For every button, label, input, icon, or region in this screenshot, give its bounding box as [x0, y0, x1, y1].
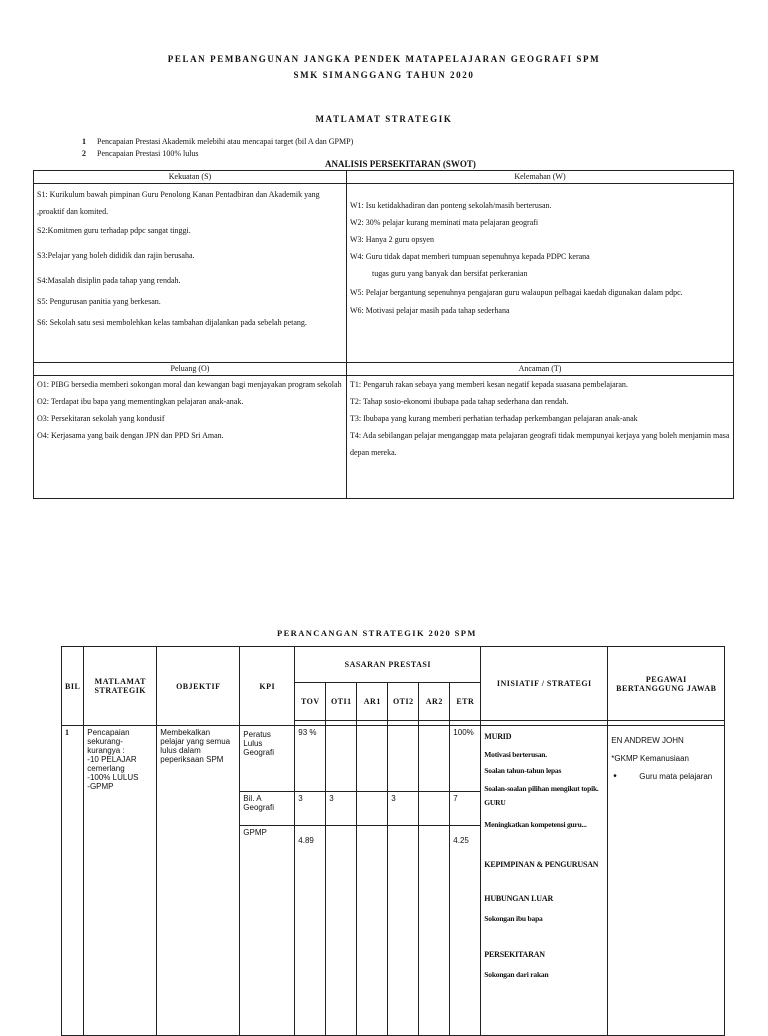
inisiatif-cell	[481, 726, 608, 1036]
goal-text: Pencapaian Prestasi 100% lulus	[97, 149, 199, 158]
inisiatif-item: MURID	[484, 732, 512, 741]
matlamat-line: Pencapaian sekurang-kurangya :	[87, 728, 130, 755]
matlamat-line: -100% LULUS	[87, 773, 139, 782]
strength-item: S5: Pengurusan panitia yang berkesan.	[37, 297, 161, 306]
oti1-header: OTI1	[326, 683, 357, 721]
inisiatif-item: HUBUNGAN LUAR	[484, 894, 554, 903]
etr-value: 4.25	[450, 826, 481, 1036]
weakness-item: W6: Motivasi pelajar masih pada tahap sederhana	[350, 306, 510, 315]
matlamat-heading: MATLAMAT STRATEGIK	[315, 114, 453, 124]
pegawai-cell	[608, 726, 725, 1036]
strength-item: S2:Komitmen guru terhadap pdpc sangat tinggi.	[37, 226, 191, 235]
kpi-header: KPI	[240, 647, 295, 726]
weakness-item: W3: Hanya 2 guru opsyen	[350, 235, 434, 244]
goal-item	[82, 137, 353, 146]
inisiatif-header: INISIATIF / STRATEGI	[481, 647, 608, 721]
oti2-value: 3	[388, 792, 419, 826]
plan-heading: PERANCANGAN STRATEGIK 2020 SPM	[277, 628, 477, 638]
pegawai-header: PEGAWAI BERTANGGUNG JAWAB	[608, 647, 725, 721]
tov-value: 4.89	[295, 826, 326, 1036]
ar1-value	[357, 826, 388, 1036]
threat-item: T1: Pengaruh rakan sebaya yang memberi kesan negatif kepada suasana pembelajaran.	[350, 380, 628, 389]
tov-header: TOV	[295, 683, 326, 721]
threats-header: Ancaman (T)	[347, 363, 734, 376]
ar1-header: AR1	[357, 683, 388, 721]
inisiatif-item: Soalan-soalan pilihan mengikut topik.	[484, 784, 599, 793]
strength-item: S4:Masalah disiplin pada tahap yang rendah.	[37, 276, 181, 285]
weakness-item: W5: Pelajar bergantung sepenuhnya pengajaran guru walaupun pelbagai kaedah digunakan dalam pdpc.	[350, 288, 683, 297]
oti1-value: 3	[326, 792, 357, 826]
sasaran-header: SASARAN PRESTASI	[295, 647, 481, 683]
inisiatif-item: KEPIMPINAN & PENGURUSAN	[484, 860, 599, 869]
matlamat-line: -GPMP	[87, 782, 114, 791]
inisiatif-item: Sokongan dari rakan	[484, 970, 549, 979]
weakness-item: W1: Isu ketidakhadiran dan ponteng sekolah/masih berterusan.	[350, 201, 552, 210]
oti1-value	[326, 726, 357, 792]
inisiatif-item: GURU	[484, 798, 506, 807]
weakness-item: tugas guru yang banyak dan bersifat perkeranian	[372, 269, 528, 278]
etr-value: 7	[450, 792, 481, 826]
etr-header: ETR	[450, 683, 481, 721]
opportunity-item: O2: Terdapat ibu bapa yang mementingkan pelajaran anak-anak.	[37, 397, 244, 406]
etr-value: 100%	[450, 726, 481, 792]
officer-role: *GKMP Kemanusiaan	[611, 754, 689, 763]
ar2-value	[419, 826, 450, 1036]
inisiatif-item: Sokongan ibu bapa	[484, 914, 543, 923]
ar2-value	[419, 726, 450, 792]
opportunities-cell	[34, 376, 347, 499]
weakness-item: W2: 30% pelajar kurang meminati mata pelajaran geografi	[350, 218, 539, 227]
strengths-cell	[34, 184, 347, 363]
row-number: 1	[62, 726, 84, 1036]
kpi-cell: GPMP	[240, 826, 295, 1036]
opportunity-item: O1: PIBG bersedia memberi sokongan moral dan kewangan bagi menjayakan program sekolah	[37, 380, 342, 389]
officer-role-bullet: • Guru mata pelajaran	[611, 772, 721, 782]
strength-item: S3:Pelajar yang boleh dididik dan rajin berusaha.	[37, 251, 195, 260]
goal-text: Pencapaian Prestasi Akademik melebihi atau mencapai target (bil A dan GPMP)	[97, 137, 354, 146]
opportunity-item: O3: Persekitaran sekolah yang kondusif	[37, 414, 165, 423]
strengths-header: Kekuatan (S)	[34, 171, 347, 184]
opportunities-header: Peluang (O)	[34, 363, 347, 376]
swot-table	[33, 170, 734, 499]
goal-item	[82, 149, 199, 158]
strategic-plan-table	[61, 646, 725, 1036]
officer-name: EN ANDREW JOHN	[611, 736, 684, 745]
ar1-value	[357, 726, 388, 792]
strength-item: S1: Kurikulum bawah pimpinan Guru Penolong Kanan Pentadbiran dan Akademik yang ,proaktif dan komited.	[37, 190, 320, 216]
inisiatif-item: Motivasi berterusan.	[484, 750, 547, 759]
weakness-item: W4: Guru tidak dapat memberi tumpuan sepenuhnya kepada PDPC kerana	[350, 252, 590, 261]
weaknesses-header: Kelemahan (W)	[347, 171, 734, 184]
oti2-header: OTI2	[388, 683, 419, 721]
goal-number: 2	[82, 149, 86, 158]
matlamat-header: MATLAMAT STRATEGIK	[84, 647, 157, 726]
oti1-value	[326, 826, 357, 1036]
objektif-cell: Membekalkan pelajar yang semua lulus dalam peperiksaan SPM	[157, 726, 240, 1036]
threat-item: T4: Ada sebilangan pelajar menganggap mata pelajaran geografi tidak mempunyai kerjaya yang boleh menjamin masa depan mereka.	[350, 431, 730, 457]
ar2-value	[419, 792, 450, 826]
inisiatif-item: PERSEKITARAN	[484, 950, 545, 959]
document-subtitle: SMK SIMANGGANG TAHUN 2020	[293, 70, 475, 80]
objektif-header: OBJEKTIF	[157, 647, 240, 726]
inisiatif-item: Meningkatkan kompetensi guru...	[484, 820, 587, 829]
swot-heading: ANALISIS PERSEKITARAN (SWOT)	[325, 159, 476, 169]
threat-item: T3: Ibubapa yang kurang memberi perhatian terhadap perkembangan pelajaran anak-anak	[350, 414, 638, 423]
bil-header: BIL	[62, 647, 84, 726]
tov-value: 3	[295, 792, 326, 826]
ar1-value	[357, 792, 388, 826]
weaknesses-cell	[347, 184, 734, 363]
tov-value: 93 %	[295, 726, 326, 792]
threat-item: T2: Tahap sosio-ekonomi ibubapa pada tahap sederhana dan rendah.	[350, 397, 569, 406]
oti2-value	[388, 726, 419, 792]
kpi-cell: Bil. A Geografi	[240, 792, 295, 826]
kpi-cell: Peratus Lulus Geografi	[240, 726, 295, 792]
matlamat-cell	[84, 726, 157, 1036]
goal-number: 1	[82, 137, 86, 146]
threats-cell	[347, 376, 734, 499]
oti2-value	[388, 826, 419, 1036]
strength-item: S6: Sekolah satu sesi membolehkan kelas tambahan dijalankan pada sebelah petang.	[37, 318, 307, 327]
document-title: PELAN PEMBANGUNAN JANGKA PENDEK MATAPELAJARAN GEOGRAFI SPM	[167, 54, 601, 64]
opportunity-item: O4: Kerjasama yang baik dengan JPN dan PPD Sri Aman.	[37, 431, 224, 440]
ar2-header: AR2	[419, 683, 450, 721]
inisiatif-item: Soalan tahun-tahun lepas	[484, 766, 562, 775]
matlamat-line: -10 PELAJAR cemerlang	[87, 755, 137, 773]
